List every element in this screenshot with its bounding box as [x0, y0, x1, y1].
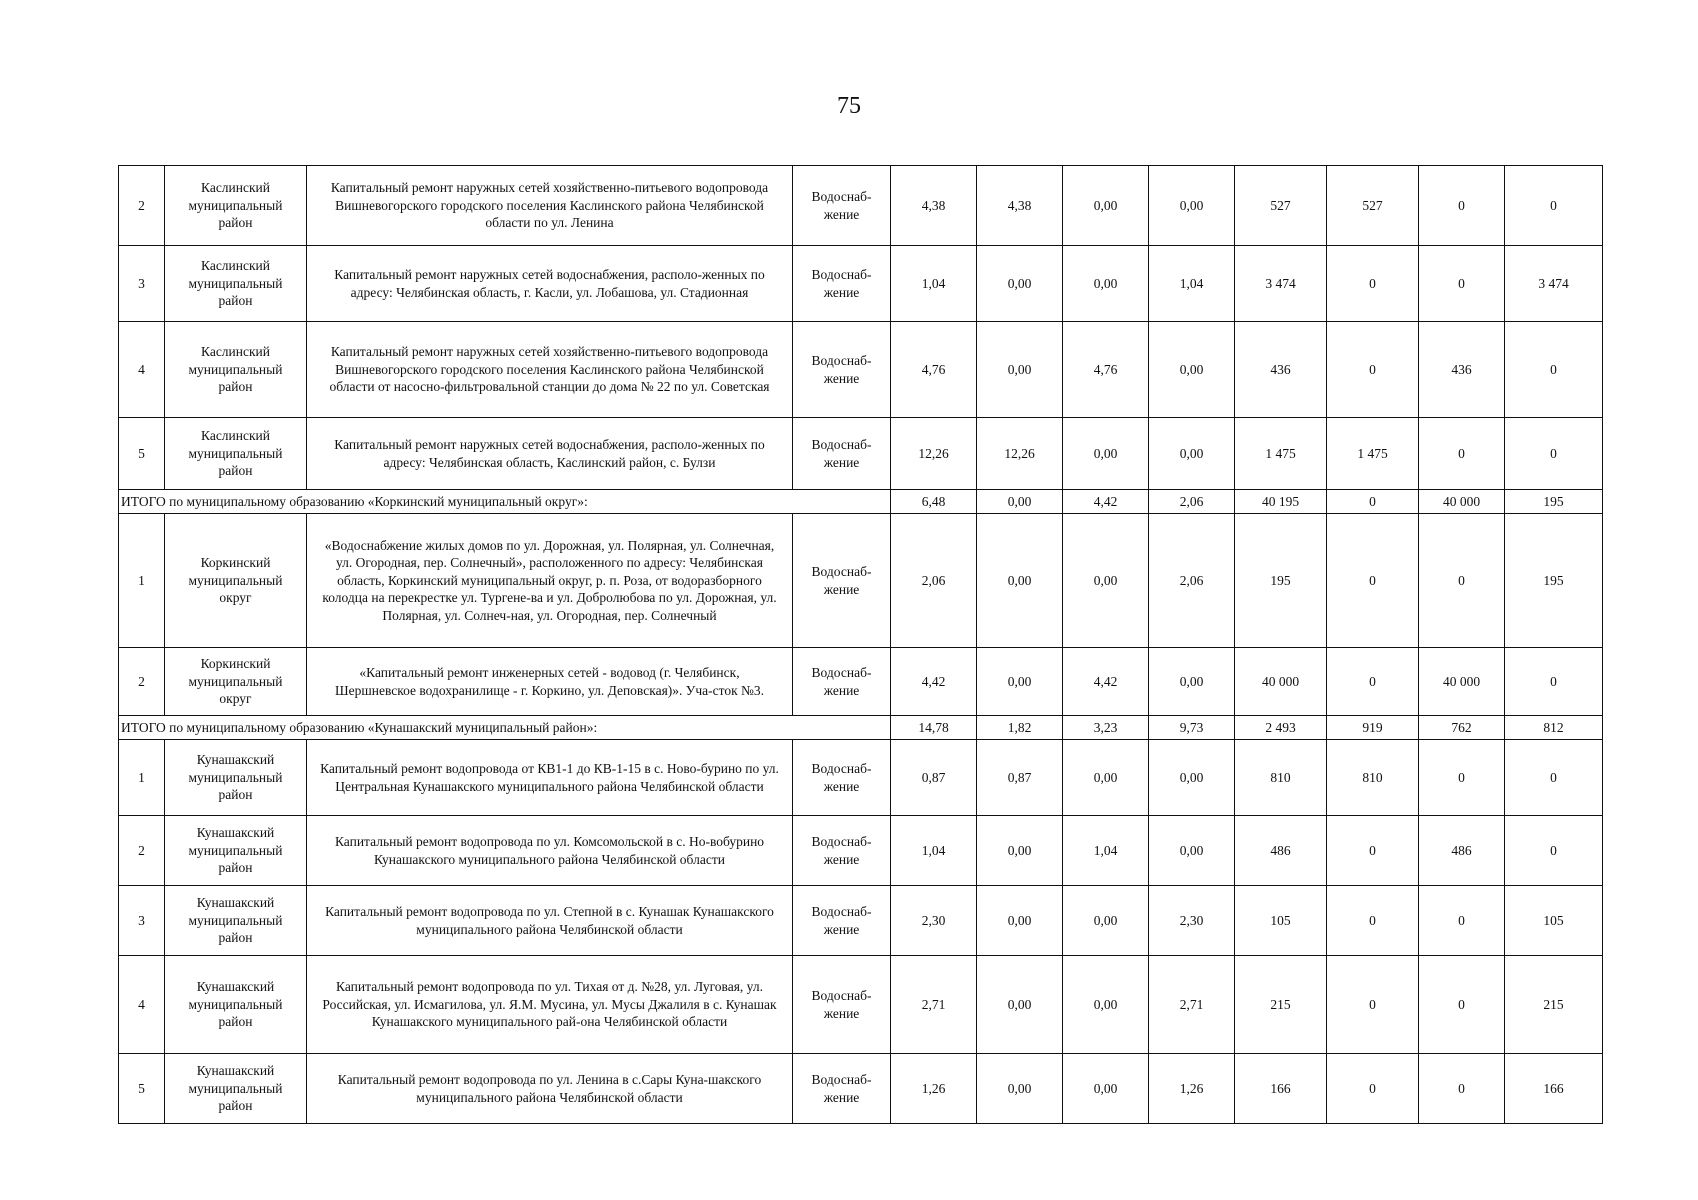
value-cell-5: 166: [1235, 1054, 1327, 1124]
row-number-cell: 1: [119, 514, 165, 648]
value-cell-1: 14,78: [891, 716, 977, 740]
municipality-cell: Каслинский муниципальный район: [165, 166, 307, 246]
value-cell-5: 810: [1235, 740, 1327, 816]
table-row: [119, 322, 1603, 418]
value-cell-7: 436: [1419, 322, 1505, 418]
value-cell-6: 0: [1327, 246, 1419, 322]
total-row: [119, 490, 1603, 514]
description-cell: Капитальный ремонт наружных сетей хозяйственно-питьевого водопровода Вишневогорского городского поселения Каслинского района Челябинской области от насосно-фильтровальной станции до дома № 22 по ул. Советская: [307, 322, 793, 418]
description-cell: Капитальный ремонт водопровода от КВ1-1 до КВ-1-15 в с. Ново-бурино по ул. Центральная Кунашакского муниципального района Челябинской области: [307, 740, 793, 816]
value-cell-4: 0,00: [1149, 322, 1235, 418]
value-cell-5: 195: [1235, 514, 1327, 648]
value-cell-7: 0: [1419, 166, 1505, 246]
row-number-cell: 4: [119, 322, 165, 418]
description-cell: «Водоснабжение жилых домов по ул. Дорожная, ул. Полярная, ул. Солнечная, ул. Огородная, пер. Солнечный», расположенного по адресу: Челябинская область, Коркинский муниципальный округ, р. п. Роза, от водоразборного колодца на перекрестке ул. Тургене-ва и ул. Добролюбова по ул. Дорожная, ул. Полярная, ул. Солнеч-ная, ул. Огородная, пер. Солнечный: [307, 514, 793, 648]
value-cell-4: 2,71: [1149, 956, 1235, 1054]
value-cell-3: 1,04: [1063, 816, 1149, 886]
value-cell-7: 0: [1419, 1054, 1505, 1124]
value-cell-7: 40 000: [1419, 490, 1505, 514]
total-label: ИТОГО по муниципальному образованию «Кунашакский муниципальный район»:: [119, 716, 891, 740]
municipality-cell: Кунашакский муниципальный район: [165, 740, 307, 816]
value-cell-2: 0,87: [977, 740, 1063, 816]
municipality-cell: Каслинский муниципальный район: [165, 322, 307, 418]
description-cell: Капитальный ремонт водопровода по ул. Степной в с. Кунашак Кунашакского муниципального района Челябинской области: [307, 886, 793, 956]
value-cell-3: 3,23: [1063, 716, 1149, 740]
value-cell-6: 527: [1327, 166, 1419, 246]
value-cell-1: 6,48: [891, 490, 977, 514]
value-cell-1: 1,26: [891, 1054, 977, 1124]
value-cell-4: 2,06: [1149, 490, 1235, 514]
description-cell: «Капитальный ремонт инженерных сетей - водовод (г. Челябинск, Шершневское водохранилище - г. Коркино, ул. Деповская)». Уча-сток №3.: [307, 648, 793, 716]
row-number-cell: 1: [119, 740, 165, 816]
value-cell-8: 105: [1505, 886, 1603, 956]
total-label: ИТОГО по муниципальному образованию «Коркинский муниципальный округ»:: [119, 490, 891, 514]
value-cell-6: 1 475: [1327, 418, 1419, 490]
value-cell-5: 40 195: [1235, 490, 1327, 514]
value-cell-4: 0,00: [1149, 648, 1235, 716]
value-cell-7: 0: [1419, 246, 1505, 322]
municipality-cell: Кунашакский муниципальный район: [165, 886, 307, 956]
work-type-cell: Водоснаб-жение: [793, 740, 891, 816]
row-number-cell: 4: [119, 956, 165, 1054]
row-number-cell: 5: [119, 418, 165, 490]
value-cell-6: 919: [1327, 716, 1419, 740]
value-cell-6: 0: [1327, 514, 1419, 648]
row-number-cell: 2: [119, 648, 165, 716]
value-cell-3: 4,76: [1063, 322, 1149, 418]
table-row: [119, 648, 1603, 716]
value-cell-4: 9,73: [1149, 716, 1235, 740]
table-row: [119, 418, 1603, 490]
value-cell-3: 0,00: [1063, 166, 1149, 246]
value-cell-2: 0,00: [977, 816, 1063, 886]
value-cell-3: 0,00: [1063, 514, 1149, 648]
value-cell-6: 0: [1327, 956, 1419, 1054]
table-row: [119, 886, 1603, 956]
row-number-cell: 5: [119, 1054, 165, 1124]
value-cell-2: 0,00: [977, 1054, 1063, 1124]
value-cell-8: 0: [1505, 418, 1603, 490]
value-cell-8: 0: [1505, 648, 1603, 716]
work-type-cell: Водоснаб-жение: [793, 648, 891, 716]
value-cell-5: 215: [1235, 956, 1327, 1054]
value-cell-1: 12,26: [891, 418, 977, 490]
work-type-cell: Водоснаб-жение: [793, 816, 891, 886]
value-cell-8: 0: [1505, 322, 1603, 418]
value-cell-8: 215: [1505, 956, 1603, 1054]
row-number-cell: 2: [119, 816, 165, 886]
description-cell: Капитальный ремонт водопровода по ул. Комсомольской в с. Но-вобурино Кунашакского муниципального района Челябинской области: [307, 816, 793, 886]
value-cell-6: 0: [1327, 490, 1419, 514]
value-cell-2: 0,00: [977, 246, 1063, 322]
value-cell-5: 1 475: [1235, 418, 1327, 490]
description-cell: Капитальный ремонт водопровода по ул. Тихая от д. №28, ул. Луговая, ул. Российская, ул. Исмагилова, ул. Я.М. Мусина, ул. Мусы Джалиля в с. Кунашак Кунашакского муниципального рай-она Челябинской области: [307, 956, 793, 1054]
municipality-cell: Коркинский муниципальный округ: [165, 514, 307, 648]
value-cell-4: 1,26: [1149, 1054, 1235, 1124]
value-cell-6: 0: [1327, 1054, 1419, 1124]
total-row: [119, 716, 1603, 740]
value-cell-1: 4,76: [891, 322, 977, 418]
value-cell-2: 4,38: [977, 166, 1063, 246]
value-cell-7: 486: [1419, 816, 1505, 886]
value-cell-4: 1,04: [1149, 246, 1235, 322]
value-cell-8: 166: [1505, 1054, 1603, 1124]
value-cell-5: 40 000: [1235, 648, 1327, 716]
row-number-cell: 3: [119, 246, 165, 322]
value-cell-5: 2 493: [1235, 716, 1327, 740]
value-cell-4: 2,30: [1149, 886, 1235, 956]
municipality-cell: Коркинский муниципальный округ: [165, 648, 307, 716]
value-cell-1: 2,06: [891, 514, 977, 648]
value-cell-1: 4,38: [891, 166, 977, 246]
table-row: [119, 166, 1603, 246]
value-cell-3: 4,42: [1063, 490, 1149, 514]
value-cell-4: 0,00: [1149, 816, 1235, 886]
value-cell-7: 40 000: [1419, 648, 1505, 716]
value-cell-3: 4,42: [1063, 648, 1149, 716]
value-cell-3: 0,00: [1063, 1054, 1149, 1124]
table-row: [119, 514, 1603, 648]
municipality-cell: Кунашакский муниципальный район: [165, 1054, 307, 1124]
value-cell-1: 1,04: [891, 816, 977, 886]
description-cell: Капитальный ремонт наружных сетей водоснабжения, располо-женных по адресу: Челябинская область, Каслинский район, с. Булзи: [307, 418, 793, 490]
work-type-cell: Водоснаб-жение: [793, 246, 891, 322]
value-cell-7: 762: [1419, 716, 1505, 740]
value-cell-2: 0,00: [977, 886, 1063, 956]
value-cell-6: 0: [1327, 322, 1419, 418]
value-cell-2: 1,82: [977, 716, 1063, 740]
value-cell-1: 2,30: [891, 886, 977, 956]
value-cell-8: 3 474: [1505, 246, 1603, 322]
work-type-cell: Водоснаб-жение: [793, 166, 891, 246]
work-type-cell: Водоснаб-жение: [793, 322, 891, 418]
value-cell-2: 0,00: [977, 514, 1063, 648]
value-cell-8: 0: [1505, 740, 1603, 816]
value-cell-8: 0: [1505, 816, 1603, 886]
value-cell-4: 0,00: [1149, 166, 1235, 246]
value-cell-8: 0: [1505, 166, 1603, 246]
value-cell-1: 0,87: [891, 740, 977, 816]
municipality-cell: Кунашакский муниципальный район: [165, 956, 307, 1054]
work-type-cell: Водоснаб-жение: [793, 418, 891, 490]
value-cell-6: 0: [1327, 816, 1419, 886]
value-cell-6: 0: [1327, 886, 1419, 956]
value-cell-8: 195: [1505, 490, 1603, 514]
value-cell-3: 0,00: [1063, 886, 1149, 956]
value-cell-2: 0,00: [977, 648, 1063, 716]
row-number-cell: 3: [119, 886, 165, 956]
value-cell-3: 0,00: [1063, 246, 1149, 322]
municipality-cell: Каслинский муниципальный район: [165, 246, 307, 322]
value-cell-5: 436: [1235, 322, 1327, 418]
description-cell: Капитальный ремонт наружных сетей хозяйственно-питьевого водопровода Вишневогорского городского поселения Каслинского района Челябинской области по ул. Ленина: [307, 166, 793, 246]
value-cell-1: 2,71: [891, 956, 977, 1054]
row-number-cell: 2: [119, 166, 165, 246]
value-cell-7: 0: [1419, 956, 1505, 1054]
table-row: [119, 1054, 1603, 1124]
works-table: [118, 165, 1603, 1124]
work-type-cell: Водоснаб-жение: [793, 886, 891, 956]
value-cell-8: 195: [1505, 514, 1603, 648]
table-row: [119, 246, 1603, 322]
description-cell: Капитальный ремонт наружных сетей водоснабжения, располо-женных по адресу: Челябинская область, г. Касли, ул. Лобашова, ул. Стадионная: [307, 246, 793, 322]
value-cell-5: 105: [1235, 886, 1327, 956]
page-number: 75: [837, 93, 861, 119]
table-row: [119, 956, 1603, 1054]
value-cell-6: 0: [1327, 648, 1419, 716]
value-cell-5: 3 474: [1235, 246, 1327, 322]
description-cell: Капитальный ремонт водопровода по ул. Ленина в с.Сары Куна-шакского муниципального района Челябинской области: [307, 1054, 793, 1124]
value-cell-2: 0,00: [977, 490, 1063, 514]
table-row: [119, 740, 1603, 816]
value-cell-5: 486: [1235, 816, 1327, 886]
municipality-cell: Кунашакский муниципальный район: [165, 816, 307, 886]
value-cell-1: 1,04: [891, 246, 977, 322]
value-cell-2: 0,00: [977, 322, 1063, 418]
value-cell-2: 0,00: [977, 956, 1063, 1054]
value-cell-7: 0: [1419, 740, 1505, 816]
work-type-cell: Водоснаб-жение: [793, 514, 891, 648]
work-type-cell: Водоснаб-жение: [793, 956, 891, 1054]
value-cell-2: 12,26: [977, 418, 1063, 490]
municipality-cell: Каслинский муниципальный район: [165, 418, 307, 490]
value-cell-5: 527: [1235, 166, 1327, 246]
value-cell-7: 0: [1419, 418, 1505, 490]
value-cell-7: 0: [1419, 886, 1505, 956]
value-cell-4: 0,00: [1149, 740, 1235, 816]
value-cell-8: 812: [1505, 716, 1603, 740]
value-cell-3: 0,00: [1063, 740, 1149, 816]
table-row: [119, 816, 1603, 886]
value-cell-4: 2,06: [1149, 514, 1235, 648]
value-cell-7: 0: [1419, 514, 1505, 648]
value-cell-3: 0,00: [1063, 418, 1149, 490]
value-cell-4: 0,00: [1149, 418, 1235, 490]
value-cell-6: 810: [1327, 740, 1419, 816]
value-cell-1: 4,42: [891, 648, 977, 716]
work-type-cell: Водоснаб-жение: [793, 1054, 891, 1124]
value-cell-3: 0,00: [1063, 956, 1149, 1054]
